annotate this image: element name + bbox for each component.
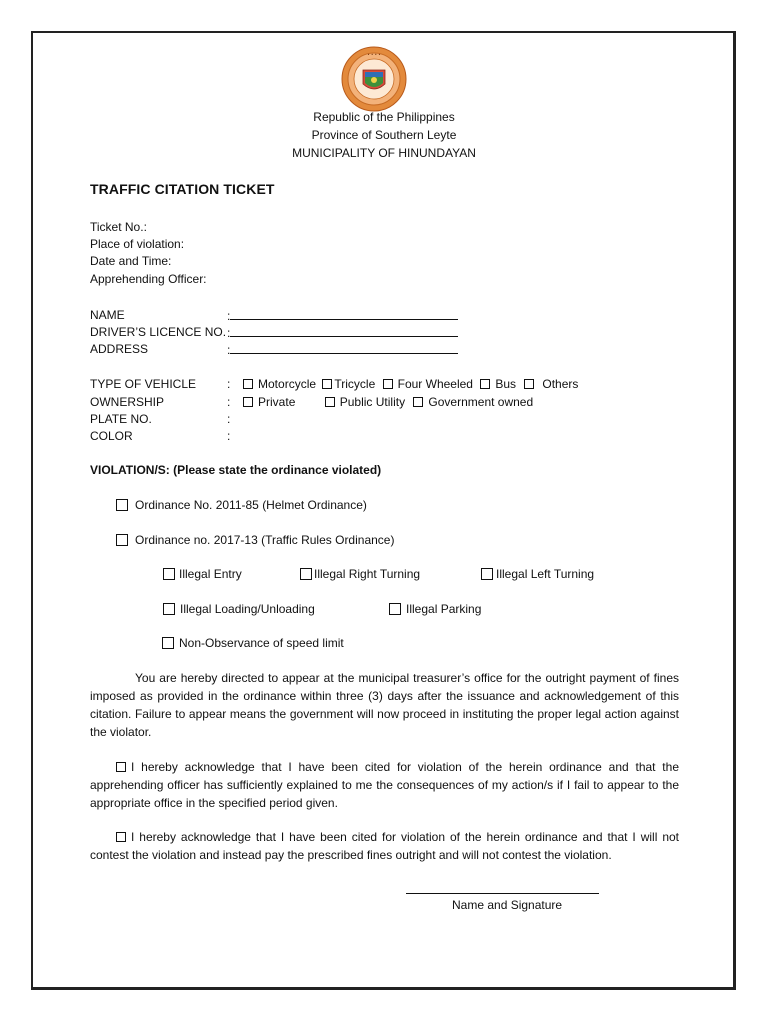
private-checkbox[interactable] [243, 397, 253, 407]
acknowledgement-2-checkbox[interactable] [116, 832, 126, 842]
date-time-label: Date and Time: [90, 254, 172, 268]
violations-heading: VIOLATION/S: (Please state the ordinance violated) [90, 463, 382, 477]
plate-no-field[interactable]: : [227, 412, 231, 426]
ordinance-2011-85-checkbox[interactable] [116, 499, 128, 511]
speed-limit-option: Non-Observance of speed limit [162, 635, 344, 652]
speed-limit-checkbox[interactable] [162, 637, 174, 649]
licence-field[interactable]: : [227, 324, 458, 342]
illegal-right-turning-checkbox[interactable] [300, 568, 312, 580]
address-field[interactable]: : [227, 341, 458, 359]
others-checkbox[interactable] [524, 379, 534, 389]
header-line-1: Republic of the Philippines [313, 110, 455, 124]
address-label: ADDRESS [90, 342, 149, 356]
page-title: TRAFFIC CITATION TICKET [90, 181, 275, 197]
vehicle-type-label: TYPE OF VEHICLE [90, 377, 197, 391]
color-field[interactable]: : [227, 429, 231, 443]
tricycle-checkbox[interactable] [322, 379, 332, 389]
ownership-label: OWNERSHIP [90, 395, 165, 409]
directive-paragraph: You are hereby directed to appear at the municipal treasurer’s office for the outright payment of fines imposed as provided in the ordinance within three (3) days after the issuance and acknowledgement of this citation. Failure to appear means the government will now proceed in instituting the proper legal action against the violator. [90, 671, 679, 739]
svg-text:• • • •: • • • • [367, 52, 381, 57]
motorcycle-checkbox[interactable] [243, 379, 253, 389]
illegal-left-turning-checkbox[interactable] [481, 568, 493, 580]
color-label: COLOR [90, 429, 133, 443]
name-label: NAME [90, 308, 125, 322]
ticket-no-label: Ticket No.: [90, 220, 147, 234]
acknowledgement-1-checkbox[interactable] [116, 762, 126, 772]
illegal-entry-option: Illegal Entry [163, 566, 242, 583]
acknowledgement-2: I hereby acknowledge that I have been cited for violation of the herein ordinance and that I will not contest the violation and instead pay the prescribed fines outright and will not contest the violation. [90, 830, 679, 862]
header-line-3: MUNICIPALITY OF HINUNDAYAN [292, 146, 476, 160]
illegal-left-turning-option: Illegal Left Turning [481, 566, 594, 583]
apprehending-officer-label: Apprehending Officer: [90, 272, 207, 286]
illegal-loading-checkbox[interactable] [163, 603, 175, 615]
illegal-parking-option: Illegal Parking [389, 601, 481, 618]
header-line-2: Province of Southern Leyte [311, 128, 457, 142]
government-owned-checkbox[interactable] [413, 397, 423, 407]
signature-label: Name and Signature [452, 898, 563, 912]
place-of-violation-label: Place of violation: [90, 237, 185, 251]
ordinance-2017-13-checkbox[interactable] [116, 534, 128, 546]
public-utility-checkbox[interactable] [325, 397, 335, 407]
acknowledgement-1: I hereby acknowledge that I have been cited for violation of the herein ordinance and that the apprehending officer has sufficiently explained to me the consequences of my action/s if I fail to appear to the appropriate office in the specified period given. [90, 760, 679, 810]
ordinance-2017-13-option: Ordinance no. 2017-13 (Traffic Rules Ordinance) [116, 532, 394, 549]
municipal-seal-icon [341, 46, 407, 112]
illegal-parking-checkbox[interactable] [389, 603, 401, 615]
plate-no-label: PLATE NO. [90, 412, 152, 426]
bus-checkbox[interactable] [480, 379, 490, 389]
ordinance-2011-85-option: Ordinance No. 2011-85 (Helmet Ordinance) [116, 497, 367, 514]
licence-label: DRIVER’S LICENCE NO. [90, 325, 227, 339]
four-wheeled-checkbox[interactable] [383, 379, 393, 389]
illegal-right-turning-option: Illegal Right Turning [300, 566, 420, 583]
ownership-options: : Private Public Utility Government owned [227, 395, 534, 409]
illegal-loading-option: Illegal Loading/Unloading [163, 601, 315, 618]
illegal-entry-checkbox[interactable] [163, 568, 175, 580]
vehicle-type-options: : Motorcycle Tricycle Four Wheeled Bus Others [227, 377, 579, 391]
name-field[interactable]: : [227, 307, 458, 325]
signature-line[interactable] [406, 893, 599, 894]
